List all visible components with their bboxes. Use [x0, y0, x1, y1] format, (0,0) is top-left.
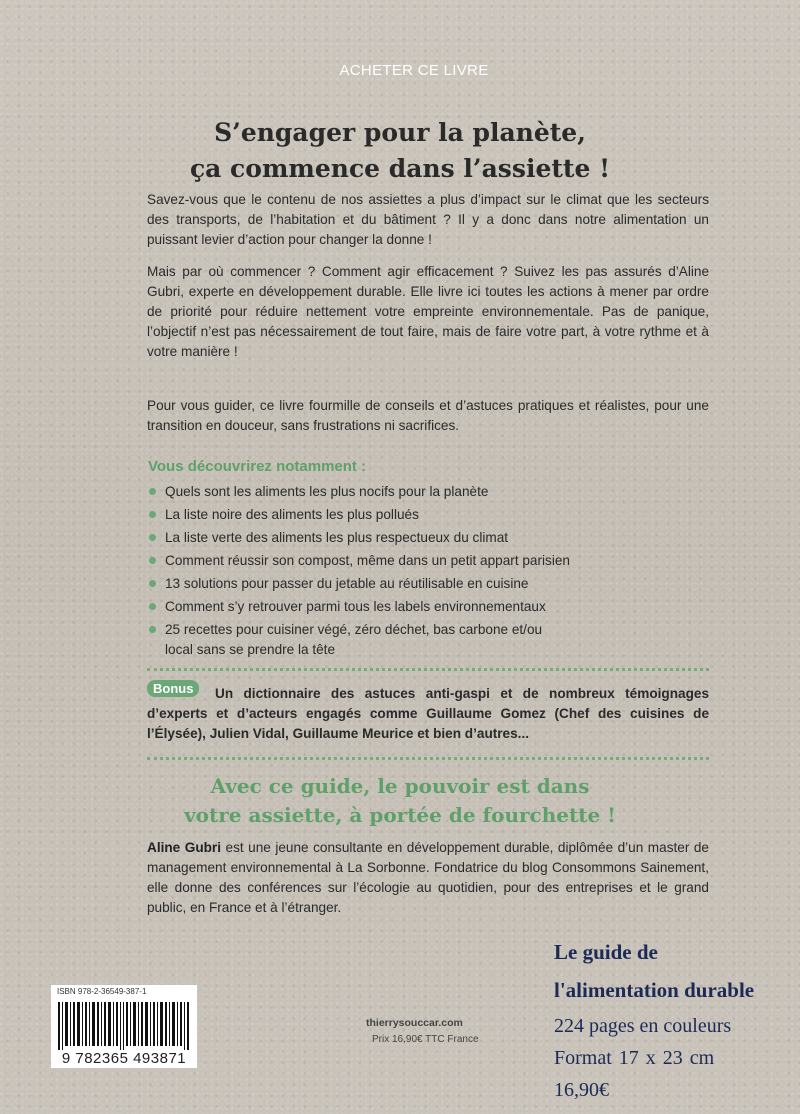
- publisher-price: Prix 16,90€ TTC France: [372, 1034, 479, 1045]
- discover-title: Vous découvrirez notamment :: [148, 458, 367, 475]
- tagline: [0, 772, 800, 830]
- bullet-dot-icon: [149, 557, 156, 564]
- intro-paragraph-1: Savez-vous que le contenu de nos assiettes a plus d’impact sur le climat que les secteurs des transports, de l’habitation et du bâtiment ? Il y a donc dans notre alimentation un puissant levier d’action pour changer la donne !: [147, 192, 709, 247]
- book-title-line-2: l'alimentation durable: [554, 978, 755, 1002]
- buy-book-link[interactable]: ACHETER CE LIVRE: [339, 62, 489, 79]
- intro-paragraph-3: Pour vous guider, ce livre fourmille de conseils et d’astuces pratiques et réalistes, pour une transition en douceur, sans frustrations ni sacrifices.: [147, 398, 709, 433]
- barcode-number: 9 782365 493871: [61, 1050, 187, 1067]
- list-item: Quels sont les aliments les plus nocifs pour la planète: [148, 482, 708, 502]
- author-name: Aline Gubri: [147, 840, 221, 855]
- list-item: Comment s’y retrouver parmi tous les labels environnementaux: [148, 597, 708, 617]
- bullet-dot-icon: [149, 603, 156, 610]
- book-title-line-1: Le guide de: [554, 940, 658, 964]
- bullet-dot-icon: [149, 488, 156, 495]
- author-bio-text: est une jeune consultante en développement durable, diplômée d’un master de management environnemental à La Sorbonne. Fondatrice du blog Consommons Sainement, elle donne des conférences sur l’écologie au quotidien, pour des entreprises et le grand public, en France et à l’étranger.: [147, 840, 709, 915]
- list-item: La liste verte des aliments les plus respectueux du climat: [148, 528, 708, 548]
- author-bio: [147, 838, 709, 918]
- barcode-icon: [56, 1002, 192, 1050]
- divider-bottom: [147, 757, 709, 760]
- bonus-text: Un dictionnaire des astuces anti-gaspi et de nombreux témoignages d’experts et d’acteurs engagés comme Guillaume Gomez (Chef des cuisines de l’Élysée), Julien Vidal, Guillaume Meurice et bien d’autres...: [147, 686, 709, 741]
- list-item: 25 recettes pour cuisiner végé, zéro déchet, bas carbone et/ou local sans se prendre la tête: [148, 620, 565, 660]
- bonus-badge: Bonus: [147, 680, 199, 697]
- tagline-line-2: votre assiette, à portée de fourchette !: [184, 803, 616, 827]
- headline-line-2: ça commence dans l’assiette !: [189, 154, 611, 183]
- headline-line-1: S’engager pour la planète,: [214, 118, 586, 147]
- list-item: Comment réussir son compost, même dans un petit appart parisien: [148, 551, 708, 571]
- isbn-label: ISBN 978-2-36549-387-1: [51, 985, 197, 998]
- list-item: La liste noire des aliments les plus pollués: [148, 505, 708, 525]
- list-item: 13 solutions pour passer du jetable au réutilisable en cuisine: [148, 574, 708, 594]
- intro-paragraph-2: Mais par où commencer ? Comment agir efficacement ? Suivez les pas assurés d’Aline Gubri, experte en développement durable. Elle livre ici toutes les actions à mener par ordre de priorité pour réduire nettement votre empreinte environnementale. Pas de panique, l’objectif n’est pas nécessairement de tout faire, mais de faire votre part, à votre rythme et à votre manière !: [147, 264, 709, 359]
- book-pages: 224 pages en couleurs: [554, 1015, 732, 1037]
- bullet-dot-icon: [149, 534, 156, 541]
- publisher-site[interactable]: thierrysouccar.com: [366, 1017, 463, 1029]
- discover-list: [148, 482, 708, 663]
- tagline-line-1: Avec ce guide, le pouvoir est dans: [210, 774, 590, 798]
- bullet-dot-icon: [149, 511, 156, 518]
- divider-top: [147, 668, 709, 671]
- bullet-dot-icon: [149, 580, 156, 587]
- bullet-dot-icon: [149, 626, 156, 633]
- book-format: Format 17 x 23 cm: [554, 1047, 715, 1069]
- headline: [0, 115, 800, 187]
- book-price: 16,90€: [554, 1079, 609, 1101]
